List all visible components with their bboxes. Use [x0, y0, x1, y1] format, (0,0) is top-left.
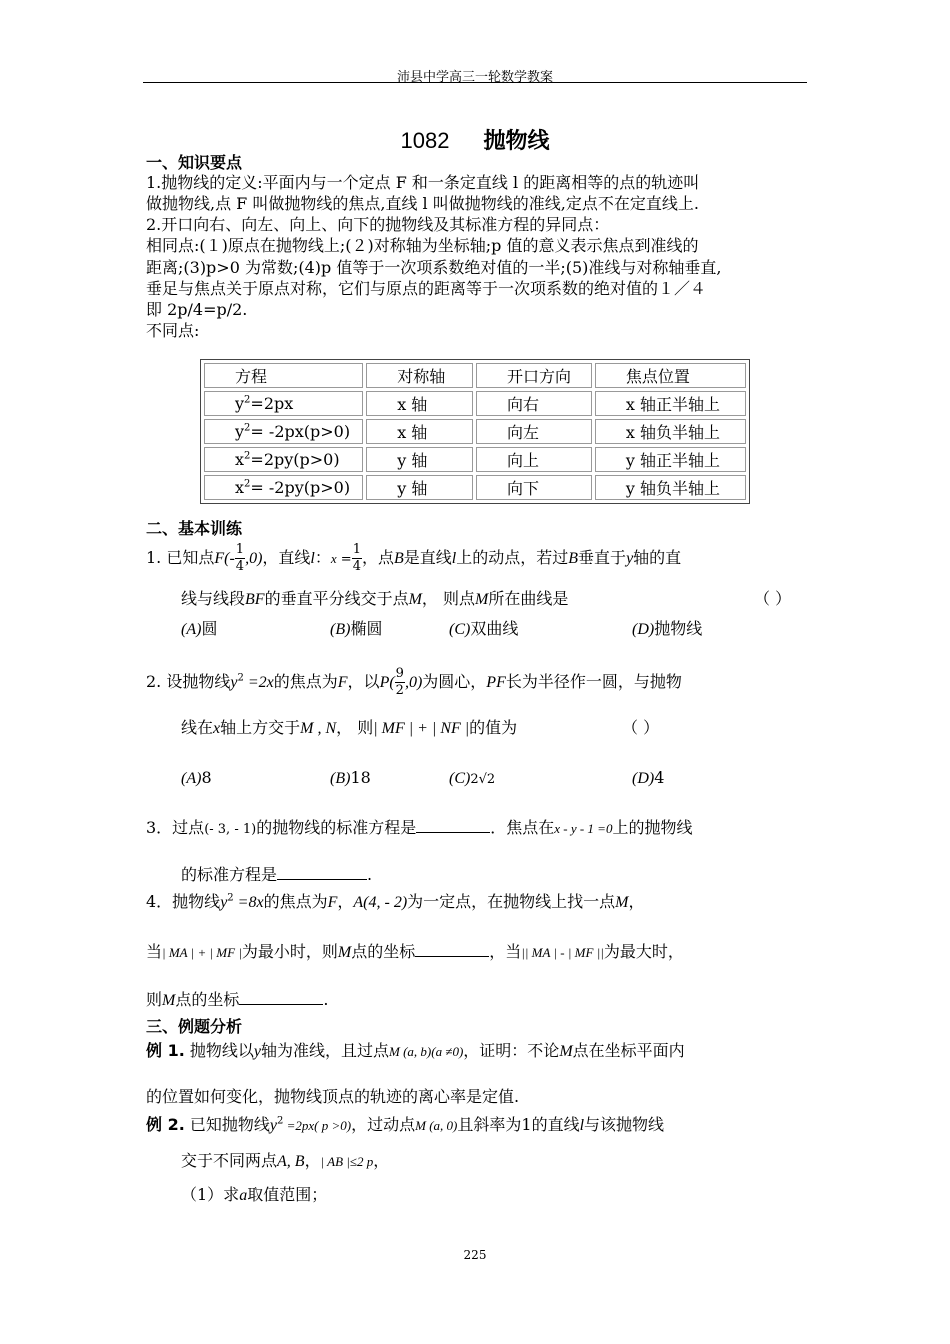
- knowledge-line: 不同点:: [146, 321, 200, 340]
- question-1-answer-bracket: （ ）: [754, 589, 792, 608]
- table-cell: 向上: [476, 447, 592, 472]
- knowledge-line: 相同点:(１)原点在抛物线上;(２)对称轴为坐标轴;p 值的意义表示焦点到准线的: [146, 236, 699, 255]
- knowledge-line: 2.开口向右、向左、向上、向下的抛物线及其标准方程的异同点：: [146, 215, 610, 234]
- knowledge-line: 1.抛物线的定义:平面内与一个定点 F 和一条定直线 l 的距离相等的点的轨迹叫: [146, 173, 700, 192]
- answer-blank[interactable]: [416, 818, 490, 833]
- knowledge-line: 垂足与焦点关于原点对称，它们与原点的距离等于一次项系数的绝对值的１／４: [146, 279, 707, 298]
- table-cell-equation: $x^2=2py(p>0)$: [204, 447, 363, 472]
- page-number: 225: [463, 1248, 487, 1262]
- question-1-option-c: (C)双曲线: [449, 619, 519, 638]
- knowledge-line: 即 2p/4=p/2.: [146, 300, 248, 319]
- comparison-table: [200, 359, 750, 504]
- question-2-option-c: (C)2√2: [449, 770, 496, 787]
- example-1-line-1: 例 1. 抛物线以y轴为准线，且过点M (a, b)(a ≠0)，证明：不论M点在坐标平面内: [146, 1041, 685, 1060]
- title-text: 抛物线: [483, 128, 550, 154]
- answer-blank[interactable]: [277, 865, 367, 880]
- page-title: [0, 124, 950, 155]
- table-header-cell: 焦点位置: [595, 363, 746, 388]
- table-cell: y 轴: [366, 475, 473, 500]
- table-header-cell: 对称轴: [366, 363, 473, 388]
- question-4-line-2: 当| MA | + | MF |为最小时，则M点的坐标 ，当|| MA | - | MF ||为最大时，: [146, 942, 684, 961]
- table-cell: 向右: [476, 391, 592, 416]
- header-divider: [143, 82, 807, 83]
- table-cell: 向左: [476, 419, 592, 444]
- question-2-line-2: 线在x轴上方交于M , N， 则| MF | + | NF |的值为: [181, 718, 518, 737]
- knowledge-line: 距离;(3)p>0 为常数;(4)p 值等于一次项系数绝对值的一半;(5)准线与对称轴垂直,: [146, 258, 722, 277]
- example-2-line-1: 例 2. 已知抛物线$y^2 =2px$( p >0)，过动点M (a, 0)且斜率为1的直线l与该抛物线: [146, 1115, 665, 1134]
- table-header-cell: 方程: [204, 363, 363, 388]
- table-row: [204, 447, 746, 472]
- table-row: [204, 475, 746, 500]
- section-heading-examples: 三、例题分析: [146, 1017, 243, 1036]
- table-cell: x 轴负半轴上: [595, 419, 746, 444]
- question-1-line-2: 线与线段BF的垂直平分线交于点M， 则点M所在曲线是: [181, 589, 569, 608]
- table-cell: y 轴: [366, 447, 473, 472]
- table-header-cell: 开口方向: [476, 363, 592, 388]
- question-1-line-1: 1. 已知点F(- $\frac{1}{4}$ ,0)，直线l：x = $\frac{1}{4}$ ，点B是直线l上的动点，若过B垂直于y轴的直: [146, 542, 682, 574]
- question-1-option-b: (B)椭圆: [330, 619, 383, 638]
- answer-blank[interactable]: [415, 942, 489, 957]
- question-2-option-b: (B)18: [330, 768, 371, 787]
- question-3-line-1: 3．过点(- 3, - 1)的抛物线的标准方程是 ．焦点在x - y - 1 =0上的抛物线: [146, 818, 693, 837]
- example-2-line-2: 交于不同两点A, B，| AB |≤2 p，: [181, 1151, 390, 1170]
- table-cell: x 轴正半轴上: [595, 391, 746, 416]
- question-2-option-d: (D)4: [632, 768, 665, 787]
- table-row: [204, 391, 746, 416]
- question-4-line-1: 4．抛物线$y^2 =8x$的焦点为F，A(4, - 2)为一定点，在抛物线上找一点M，: [146, 892, 645, 911]
- section-heading-knowledge: 一、知识要点: [146, 153, 243, 172]
- section-heading-training: 二、基本训练: [146, 519, 243, 538]
- table-cell: y 轴正半轴上: [595, 447, 746, 472]
- question-4-line-3: 则M点的坐标 .: [146, 990, 329, 1009]
- table-cell-equation: $y^2=2px$: [204, 391, 363, 416]
- table-header-row: [204, 363, 746, 388]
- table-cell: x 轴: [366, 391, 473, 416]
- question-1-option-d: (D)抛物线: [632, 619, 703, 638]
- example-2-line-3: （1）求a取值范围；: [181, 1185, 328, 1204]
- table-cell: y 轴负半轴上: [595, 475, 746, 500]
- question-2-answer-bracket: （ ）: [622, 718, 660, 737]
- table-cell: x 轴: [366, 419, 473, 444]
- page-header: 沛县中学高三一轮数学教案: [396, 70, 553, 85]
- question-2-option-a: (A)8: [181, 768, 212, 787]
- table-cell: 向下: [476, 475, 592, 500]
- table-cell-equation: $y^2= -2px(p>0)$: [204, 419, 363, 444]
- knowledge-line: 做抛物线,点 F 叫做抛物线的焦点,直线 l 叫做抛物线的准线,定点不在定直线上.: [146, 194, 699, 213]
- question-1-option-a: (A)圆: [181, 619, 218, 638]
- question-3-line-2: 的标准方程是 .: [181, 865, 373, 884]
- example-1-line-2: 的位置如何变化，抛物线顶点的轨迹的离心率是定值.: [146, 1087, 520, 1106]
- question-2-line-1: 2. 设抛物线$y^2 =2x$的焦点为F，以P( $\frac{9}{2}$ ,0)为圆心，PF长为半径作一圆，与抛物: [146, 666, 682, 698]
- table-row: [204, 419, 746, 444]
- title-number: 1082: [400, 128, 450, 153]
- table-cell-equation: $x^2= -2py(p>0)$: [204, 475, 363, 500]
- answer-blank[interactable]: [239, 990, 323, 1005]
